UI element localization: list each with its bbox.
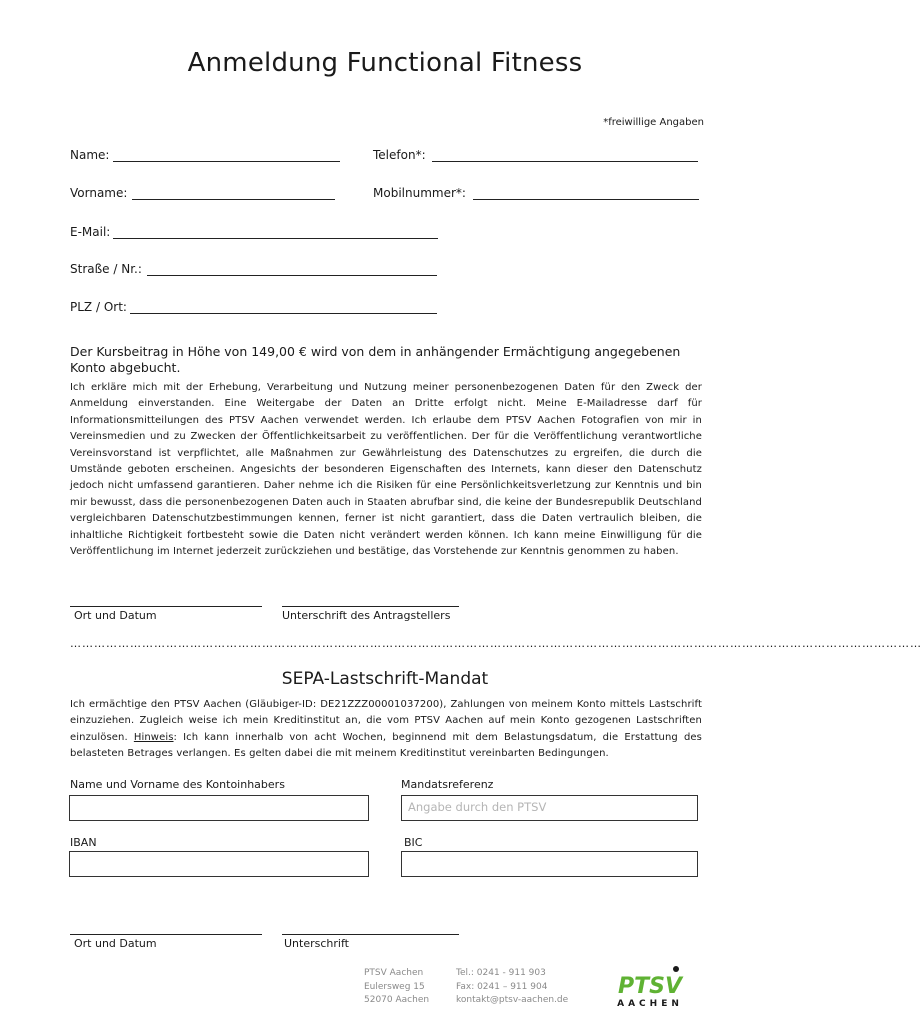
consent-text: Ich erkläre mich mit der Erhebung, Verarbeitung und Nutzung meiner personenbezogenen Daten für den Zweck der Anmeldung einverstanden. Eine Weitergabe der Daten an Dritte erfolgt nicht. Meine E-Mailadresse darf für Informationsmitteilungen des PTSV Aachen verwendet werden. Ich erlaube dem PTSV Aachen Fotografien von mir in Vereinsmedien und zu Zwecken der Öffentlichkeitsarbeit zu veröffentlichen. Der für die Veröffentlichung verantwortliche Vereinsvorstand ist verpflichtet, alle Maßnahmen zur Gewährleistung des Datenschutzes zu ergreifen, die durch die Umstände geboten erscheinen. Angesichts der besonderen Eigenschaften des Internets, kann dieser den Datenschutz jedoch nicht umfassend garantieren. Daher nehme ich die Risiken für eine Persönlichkeitsverletzung zur Kenntnis und bin mir bewusst, dass die personenbezogenen Daten auch in Staaten abrufbar sind, die keine der Bundesrepublik Deutschland vergleichbaren Datenschutzbestimmungen kennen, ferner ist nicht garantiert, dass die Daten vertraulich bleiben, die inhaltliche Richtigkeit fortbesteht sowie die Daten nicht verändert werden können. Ich kann meine Einwilligung für die Veröffentlichung im Internet jederzeit zurückziehen und bestätige, das Vorstehende zur Kenntnis genommen zu haben. <box>70 382 702 558</box>
logo-subtitle: AACHEN <box>617 999 683 1009</box>
sepa-text-a: Ich ermächtige den PTSV Aachen (Gläubiger-ID: DE21ZZZ00001037200), Zahlungen von meinem Konto mittels Lastschrift einzuziehen. Zugleich weise ich mein Kreditinstitut an, die vom PTSV Aachen auf mein Konto gezogenen Lastschriften einzulösen. <box>70 699 702 743</box>
sepa-title: SEPA-Lastschrift-Mandat <box>281 669 489 689</box>
iban-label: IBAN <box>70 836 97 849</box>
name-field[interactable] <box>113 161 340 162</box>
vorname-field[interactable] <box>132 199 335 200</box>
iban-input[interactable] <box>69 851 369 877</box>
sepa-place-date-label: Ort und Datum <box>74 937 157 950</box>
place-date-line[interactable] <box>70 606 262 607</box>
page-title: Anmeldung Functional Fitness <box>187 48 583 78</box>
fee-notice: Der Kursbeitrag in Höhe von 149,00 € wird von dem in anhängender Ermächtigung angegebenen Konto abgebucht. <box>70 344 681 375</box>
mobil-label: Mobilnummer*: <box>373 186 466 200</box>
plz-label: PLZ / Ort: <box>70 300 127 314</box>
sepa-place-date-line[interactable] <box>70 934 262 935</box>
bic-input[interactable] <box>401 851 698 877</box>
sepa-text <box>70 697 702 763</box>
footer-city: 52070 Aachen <box>364 995 430 1005</box>
ptsv-logo <box>612 963 688 1009</box>
mandat-placeholder: Angabe durch den PTSV <box>408 800 547 814</box>
kontoinhaber-input[interactable] <box>69 795 369 821</box>
sepa-signature-line[interactable] <box>282 934 459 935</box>
cut-separator: …………………………………………………………………………………………………………………………………………………………………………………………… <box>70 637 922 650</box>
mobil-field[interactable] <box>473 199 699 200</box>
plz-field[interactable] <box>130 313 437 314</box>
signature-line[interactable] <box>282 606 459 607</box>
sepa-text-b: : Ich kann innerhalb von acht Wochen, beginnend mit dem Belastungsdatum, die Erstattung des belasteten Betrages verlangen. Es gelten dabei die mit meinem Kreditinstitut vereinbarten Bedingungen. <box>70 731 702 760</box>
name-label: Name: <box>70 148 110 162</box>
optional-note: *freiwillige Angaben <box>603 117 704 128</box>
telefon-field[interactable] <box>432 161 698 162</box>
vorname-label: Vorname: <box>70 186 128 200</box>
mandat-input[interactable] <box>401 795 698 821</box>
place-date-label: Ort und Datum <box>74 609 157 622</box>
mandat-label: Mandatsreferenz <box>401 778 494 791</box>
footer-mail: kontakt@ptsv-aachen.de <box>456 995 569 1005</box>
sepa-signature-label: Unterschrift <box>284 937 349 950</box>
bic-label: BIC <box>404 836 423 849</box>
strasse-field[interactable] <box>147 275 437 276</box>
email-field[interactable] <box>113 238 438 239</box>
logo-wordmark: PTSV <box>617 974 683 999</box>
footer-contact <box>456 967 568 1008</box>
sepa-hinweis: Hinweis <box>133 731 174 743</box>
strasse-label: Straße / Nr.: <box>70 262 142 276</box>
footer-tel: Tel.: 0241 - 911 903 <box>456 968 546 978</box>
email-label: E-Mail: <box>70 225 111 239</box>
signature-label: Unterschrift des Antragstellers <box>282 609 451 622</box>
telefon-label: Telefon*: <box>373 148 426 162</box>
logo-dot <box>673 966 679 972</box>
footer-fax: Fax: 0241 – 911 904 <box>456 981 548 992</box>
footer-club: PTSV Aachen <box>364 968 424 978</box>
footer-street: Eulersweg 15 <box>364 981 425 992</box>
kontoinhaber-label: Name und Vorname des Kontoinhabers <box>70 778 285 791</box>
footer-address <box>364 967 429 1008</box>
